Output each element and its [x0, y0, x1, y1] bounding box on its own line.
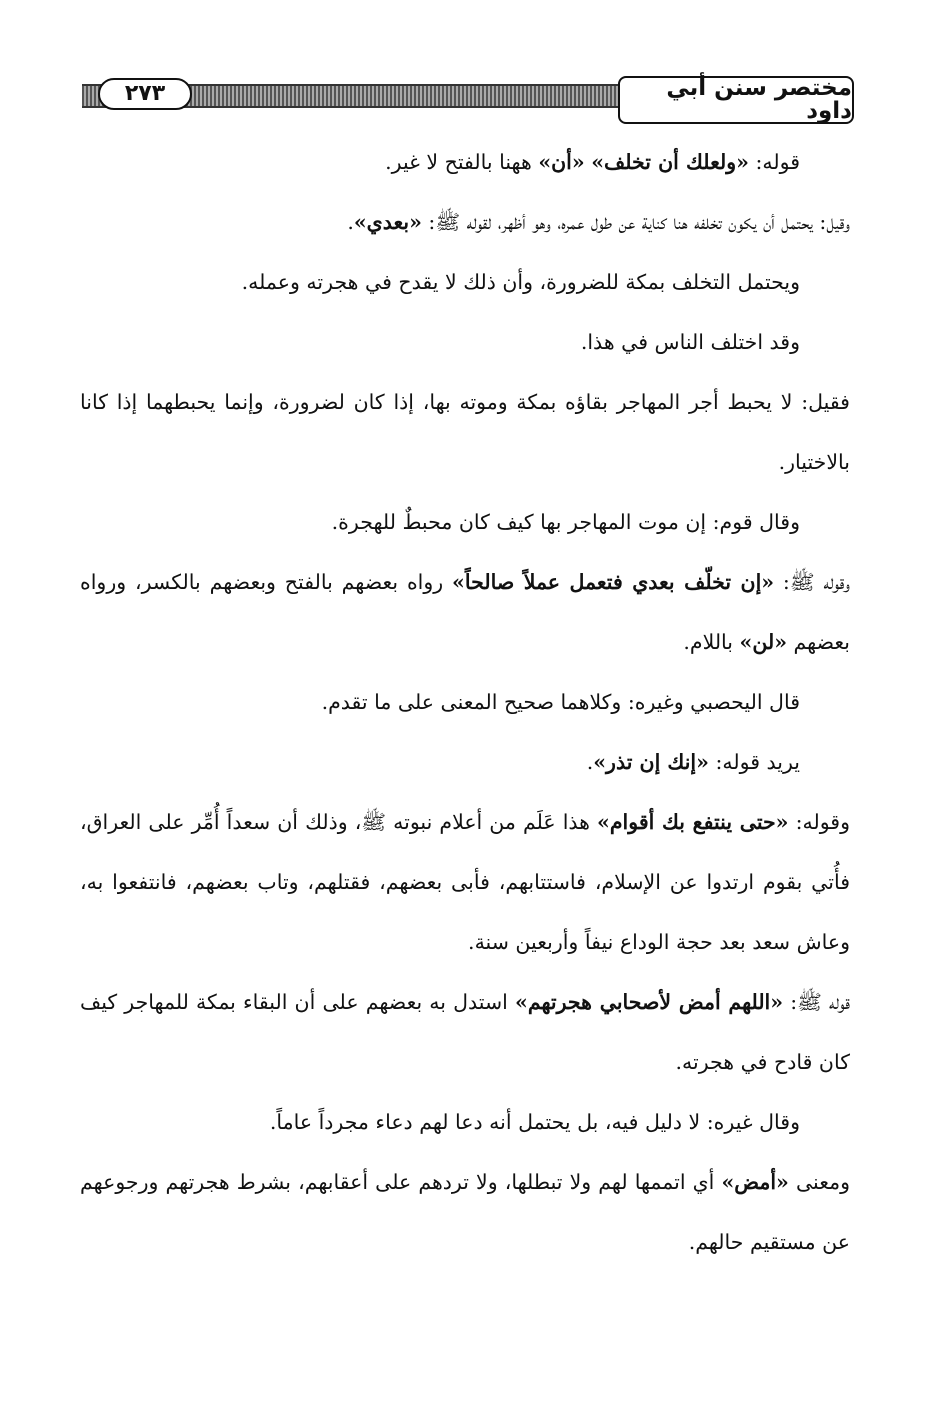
quoted-hadith-text: «أن»	[538, 150, 585, 174]
quoted-hadith-text: «بعدي»	[353, 210, 422, 234]
quoted-hadith-text: «ولعلك أن تخلف»	[591, 150, 749, 174]
paragraph-text: ويحتمل التخلف بمكة للضرورة، وأن ذلك لا يقدح في هجرته وعمله.	[241, 270, 800, 294]
paragraph-text: ههنا بالفتح لا غير.	[385, 150, 539, 174]
paragraph	[80, 492, 850, 552]
paragraph	[80, 372, 850, 492]
paragraph-text: وقال غيره: لا دليل فيه، بل يحتمل أنه دعا لهم دعاء مجرداً عاماً.	[269, 1110, 800, 1134]
quoted-hadith-text: «إن تخلّف بعدي فتعمل عملاً صالحاً»	[452, 570, 775, 594]
paragraph-text: استدل به بعضهم على أن البقاء بمكة للمهاجر كيف كان قادح في هجرته.	[80, 990, 850, 1074]
paragraph-text: يريد قوله:	[708, 750, 800, 774]
paragraph	[80, 192, 850, 252]
paragraph-text: ومعنى	[788, 1170, 851, 1194]
quoted-hadith-text: «اللهم أمض لأصحابي هجرتهم»	[515, 990, 784, 1014]
quoted-hadith-text: «حتى ينتفع بك أقوام»	[597, 810, 789, 834]
paragraph	[80, 132, 850, 192]
quoted-hadith-text: «لن»	[739, 630, 788, 654]
paragraph-text: وقد اختلف الناس في هذا.	[580, 330, 800, 354]
paragraph-text: رواه بعضهم بالفتح وبعضهم بالكسر، ورواه بعضهم	[80, 570, 850, 654]
quoted-hadith-text: «أمض»	[721, 1170, 789, 1194]
paragraph	[80, 252, 850, 312]
paragraph-text: .	[347, 210, 354, 234]
paragraph	[80, 312, 850, 372]
paragraph-text: هذا عَلَم من أعلام نبوته ﷺ، وذلك أن سعداً أُمِّر على العراق، فأُتي بقوم ارتدوا عن الإسلام، فاستتابهم، فأبى بعضهم، فقتلهم، وتاب بعضهم، فانتفعوا به، وعاش سعد بعد حجة الوداع نيفاً وأربعين سنة.	[80, 810, 850, 954]
paragraph-text: قوله:	[748, 150, 800, 174]
paragraph-text: وقوله:	[788, 810, 851, 834]
paragraph-text: وقوله ﷺ:	[774, 570, 850, 594]
page-body-text	[80, 132, 850, 1272]
paragraph-text: فقيل: لا يحبط أجر المهاجر بقاؤه بمكة وموته بها، إذا كان لضرورة، وإنما يحبطهما إذا كانا بالاختيار.	[80, 390, 850, 474]
paragraph	[80, 1092, 850, 1152]
paragraph	[80, 672, 850, 732]
page-number: ٢٧٣	[98, 78, 192, 110]
paragraph	[80, 732, 850, 792]
paragraph-text: أي اتممها لهم ولا تبطلها، ولا تردهم على أعقابهم، بشرط هجرتهم ورجوعهم عن مستقيم حالهم.	[80, 1170, 850, 1254]
page-header	[82, 76, 854, 126]
paragraph-text: .	[586, 750, 594, 774]
paragraph-text: وقال قوم: إن موت المهاجر بها كيف كان محبطٌ للهجرة.	[331, 510, 800, 534]
paragraph-text: باللام.	[683, 630, 740, 654]
paragraph-text: قال اليحصبي وغيره: وكلاهما صحيح المعنى على ما تقدم.	[321, 690, 800, 714]
paragraph	[80, 972, 850, 1092]
paragraph	[80, 552, 850, 672]
paragraph	[80, 792, 850, 972]
paragraph-text: قوله ﷺ:	[783, 990, 851, 1014]
quoted-hadith-text: «إنك إن تذر»	[593, 750, 709, 774]
paragraph-text: وقيل: يحتمل أن يكون تخلفه هنا كناية عن طول عمره، وهو أظهر، لقوله ﷺ:	[421, 210, 850, 234]
book-title: مختصر سنن أبي داود	[618, 76, 854, 124]
paragraph	[80, 1152, 850, 1272]
